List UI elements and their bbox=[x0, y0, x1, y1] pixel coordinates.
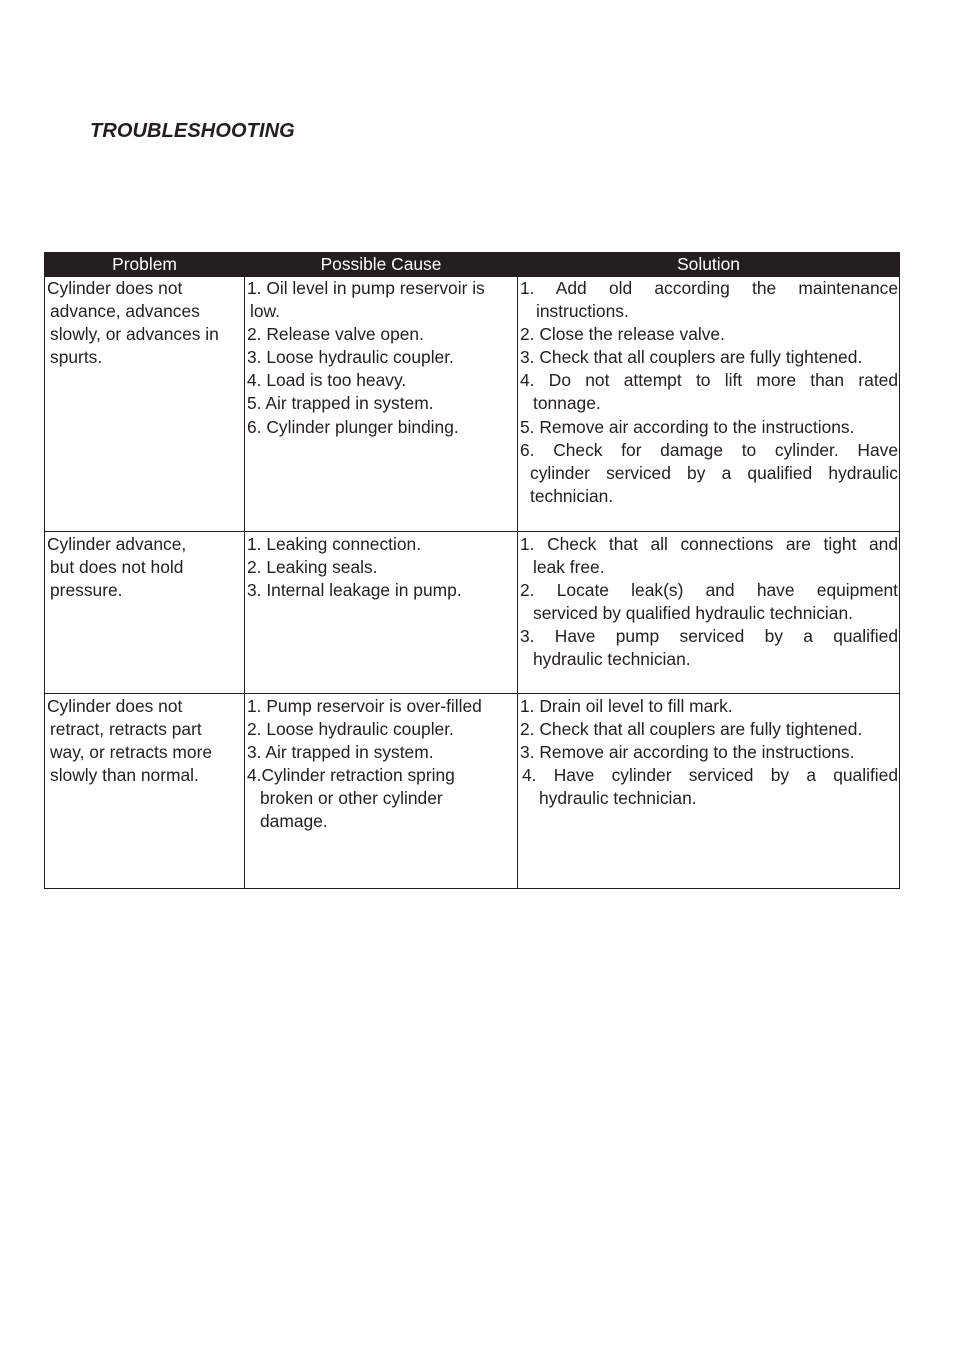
problem-cell bbox=[45, 694, 245, 889]
cause-line: 6. Cylinder plunger binding. bbox=[247, 416, 459, 437]
page-title: TROUBLESHOOTING bbox=[90, 120, 295, 142]
cause-line: 3. Air trapped in system. bbox=[247, 742, 434, 763]
table-row bbox=[45, 532, 900, 694]
solution-cell bbox=[518, 694, 900, 889]
cause-line: 1. Oil level in pump reservoir is bbox=[247, 278, 485, 298]
problem-line: spurts. bbox=[50, 347, 103, 368]
solution-line: 2. Close the release valve. bbox=[520, 324, 725, 345]
problem-line: Cylinder does not bbox=[47, 278, 183, 298]
problem-line: but does not hold bbox=[50, 557, 184, 578]
cause-line: low. bbox=[250, 301, 280, 322]
solution-line: leak free. bbox=[533, 557, 605, 578]
problem-line: slowly than normal. bbox=[50, 765, 199, 786]
header-possible-cause: Possible Cause bbox=[245, 253, 518, 277]
solution-line: 1. Check that all connections are tight and bbox=[520, 534, 898, 554]
header-solution: Solution bbox=[518, 253, 900, 277]
cause-line: 1. Pump reservoir is over-filled bbox=[247, 696, 482, 716]
cause-line: broken or other cylinder bbox=[260, 788, 443, 809]
problem-cell bbox=[45, 277, 245, 532]
solution-cell bbox=[518, 277, 900, 532]
cause-line: 4. Load is too heavy. bbox=[247, 370, 407, 391]
solution-line: 2. Check that all couplers are fully tightened. bbox=[520, 719, 863, 740]
cause-line: damage. bbox=[260, 811, 328, 832]
problem-line: way, or retracts more bbox=[50, 742, 213, 763]
solution-line: hydraulic technician. bbox=[533, 649, 691, 670]
solution-line: 5. Remove air according to the instructions. bbox=[520, 416, 855, 437]
solution-line: 1. Add old according the maintenance bbox=[520, 278, 898, 298]
table-row bbox=[45, 277, 900, 532]
solution-line: serviced by qualified hydraulic technician. bbox=[533, 603, 853, 624]
solution-line: 4. Have cylinder serviced by a qualified bbox=[522, 765, 898, 786]
header-problem: Problem bbox=[45, 253, 245, 277]
cause-line: 1. Leaking connection. bbox=[247, 534, 422, 554]
solution-line: 4. Do not attempt to lift more than rated bbox=[520, 370, 898, 391]
table-header-row bbox=[45, 253, 900, 277]
cause-cell bbox=[245, 277, 518, 532]
cause-line: 2. Loose hydraulic coupler. bbox=[247, 719, 454, 740]
solution-line: 3. Check that all couplers are fully tightened. bbox=[520, 347, 863, 368]
solution-line: instructions. bbox=[536, 301, 629, 322]
solution-line: 3. Have pump serviced by a qualified bbox=[520, 626, 898, 647]
problem-line: retract, retracts part bbox=[50, 719, 202, 740]
solution-line: 2. Locate leak(s) and have equipment bbox=[520, 580, 898, 601]
cause-cell bbox=[245, 694, 518, 889]
cause-line: 2. Leaking seals. bbox=[247, 557, 378, 578]
cause-line: 5. Air trapped in system. bbox=[247, 393, 434, 414]
cause-line: 4.Cylinder retraction spring bbox=[247, 765, 455, 786]
cause-line: 2. Release valve open. bbox=[247, 324, 424, 345]
solution-line: 6. Check for damage to cylinder. Have bbox=[520, 439, 898, 460]
problem-line: slowly, or advances in bbox=[50, 324, 219, 345]
problem-cell bbox=[45, 532, 245, 694]
solution-line: 1. Drain oil level to fill mark. bbox=[520, 696, 733, 716]
problem-line: Cylinder advance, bbox=[47, 534, 187, 554]
table-row bbox=[45, 694, 900, 889]
cause-cell bbox=[245, 532, 518, 694]
problem-line: pressure. bbox=[50, 580, 123, 601]
solution-line: cylinder serviced by a qualified hydraulic bbox=[530, 462, 898, 483]
troubleshooting-table bbox=[44, 252, 900, 889]
problem-line: Cylinder does not bbox=[47, 696, 183, 716]
solution-line: hydraulic technician. bbox=[539, 788, 697, 809]
cause-line: 3. Internal leakage in pump. bbox=[247, 580, 462, 601]
problem-line: advance, advances bbox=[50, 301, 200, 322]
solution-line: technician. bbox=[530, 485, 614, 506]
solution-line: 3. Remove air according to the instructions. bbox=[520, 742, 855, 763]
solution-line: tonnage. bbox=[533, 393, 601, 414]
cause-line: 3. Loose hydraulic coupler. bbox=[247, 347, 454, 368]
solution-cell bbox=[518, 532, 900, 694]
